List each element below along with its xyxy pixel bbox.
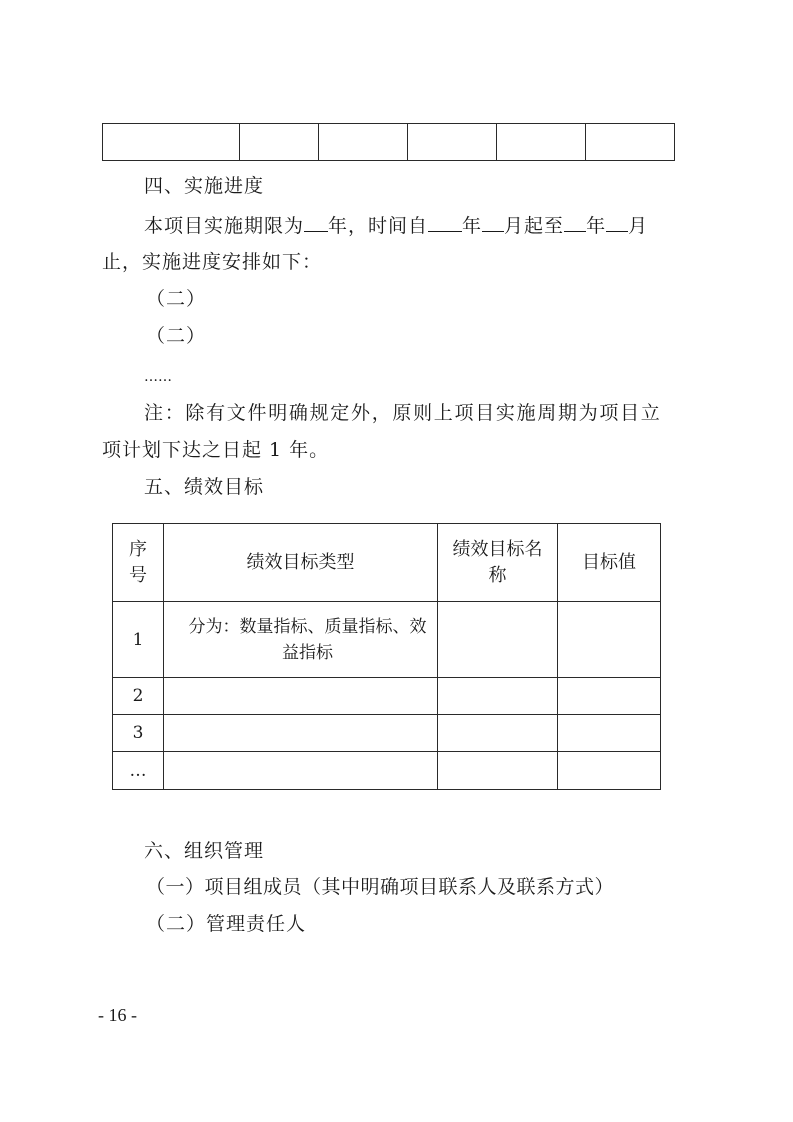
header-name: 绩效目标名称 [438, 524, 558, 602]
table-header-row [113, 524, 661, 602]
header-type: 绩效目标类型 [164, 524, 438, 602]
schedule-text: 年，时间自 [328, 215, 429, 237]
note-line2: 项计划下达之日起 1 年。 [102, 439, 330, 461]
cell-value [558, 602, 661, 678]
schedule-item: （二） [146, 288, 207, 310]
cell-name [438, 715, 558, 752]
schedule-text: 年 [586, 215, 607, 237]
schedule-text: 年 [462, 215, 483, 237]
table-row [113, 715, 661, 752]
cell-name [438, 752, 558, 790]
schedule-line1 [144, 211, 648, 239]
schedule-item: （二） [146, 325, 207, 347]
blank-field [606, 211, 628, 232]
schedule-text: 月起至 [504, 215, 565, 237]
cell-value [558, 752, 661, 790]
cell-name [438, 602, 558, 678]
table-cell [408, 124, 497, 161]
cell-type [164, 715, 438, 752]
cell-seq: 3 [113, 715, 164, 752]
note-line1: 注：除有文件明确规定外，原则上项目实施周期为项目立 [144, 402, 662, 424]
table-row [113, 678, 661, 715]
schedule-line2: 止，实施进度安排如下： [102, 251, 323, 273]
cell-seq: … [113, 752, 164, 790]
cell-seq: 1 [113, 602, 164, 678]
table-row [103, 124, 675, 161]
cell-type: 分为：数量指标、质量指标、效益指标 [164, 602, 438, 678]
schedule-text: 月 [628, 215, 649, 237]
table-row [113, 602, 661, 678]
page-number: - 16 - [98, 1005, 137, 1025]
table-cell [497, 124, 586, 161]
section5-heading: 五、绩效目标 [144, 476, 265, 498]
cell-seq: 2 [113, 678, 164, 715]
blank-field [564, 211, 586, 232]
org-item: （一）项目组成员（其中明确项目联系人及联系方式） [146, 876, 615, 898]
ellipsis: …… [144, 369, 172, 385]
table-row [113, 752, 661, 790]
cell-value [558, 678, 661, 715]
section4-heading: 四、实施进度 [144, 175, 265, 197]
table-cell [319, 124, 408, 161]
cell-type [164, 678, 438, 715]
cell-value [558, 715, 661, 752]
org-item: （二）管理责任人 [146, 913, 307, 935]
blank-field [428, 211, 462, 232]
table-cell [103, 124, 240, 161]
blank-field [304, 211, 328, 232]
performance-table [112, 523, 661, 790]
header-seq: 序号 [113, 524, 164, 602]
cell-name [438, 678, 558, 715]
section6-heading: 六、组织管理 [144, 840, 265, 862]
blank-field [482, 211, 504, 232]
cell-type [164, 752, 438, 790]
table-cell [240, 124, 319, 161]
prior-table-fragment [102, 123, 675, 161]
header-value: 目标值 [558, 524, 661, 602]
schedule-text: 本项目实施期限为 [144, 215, 305, 237]
table-cell [586, 124, 675, 161]
